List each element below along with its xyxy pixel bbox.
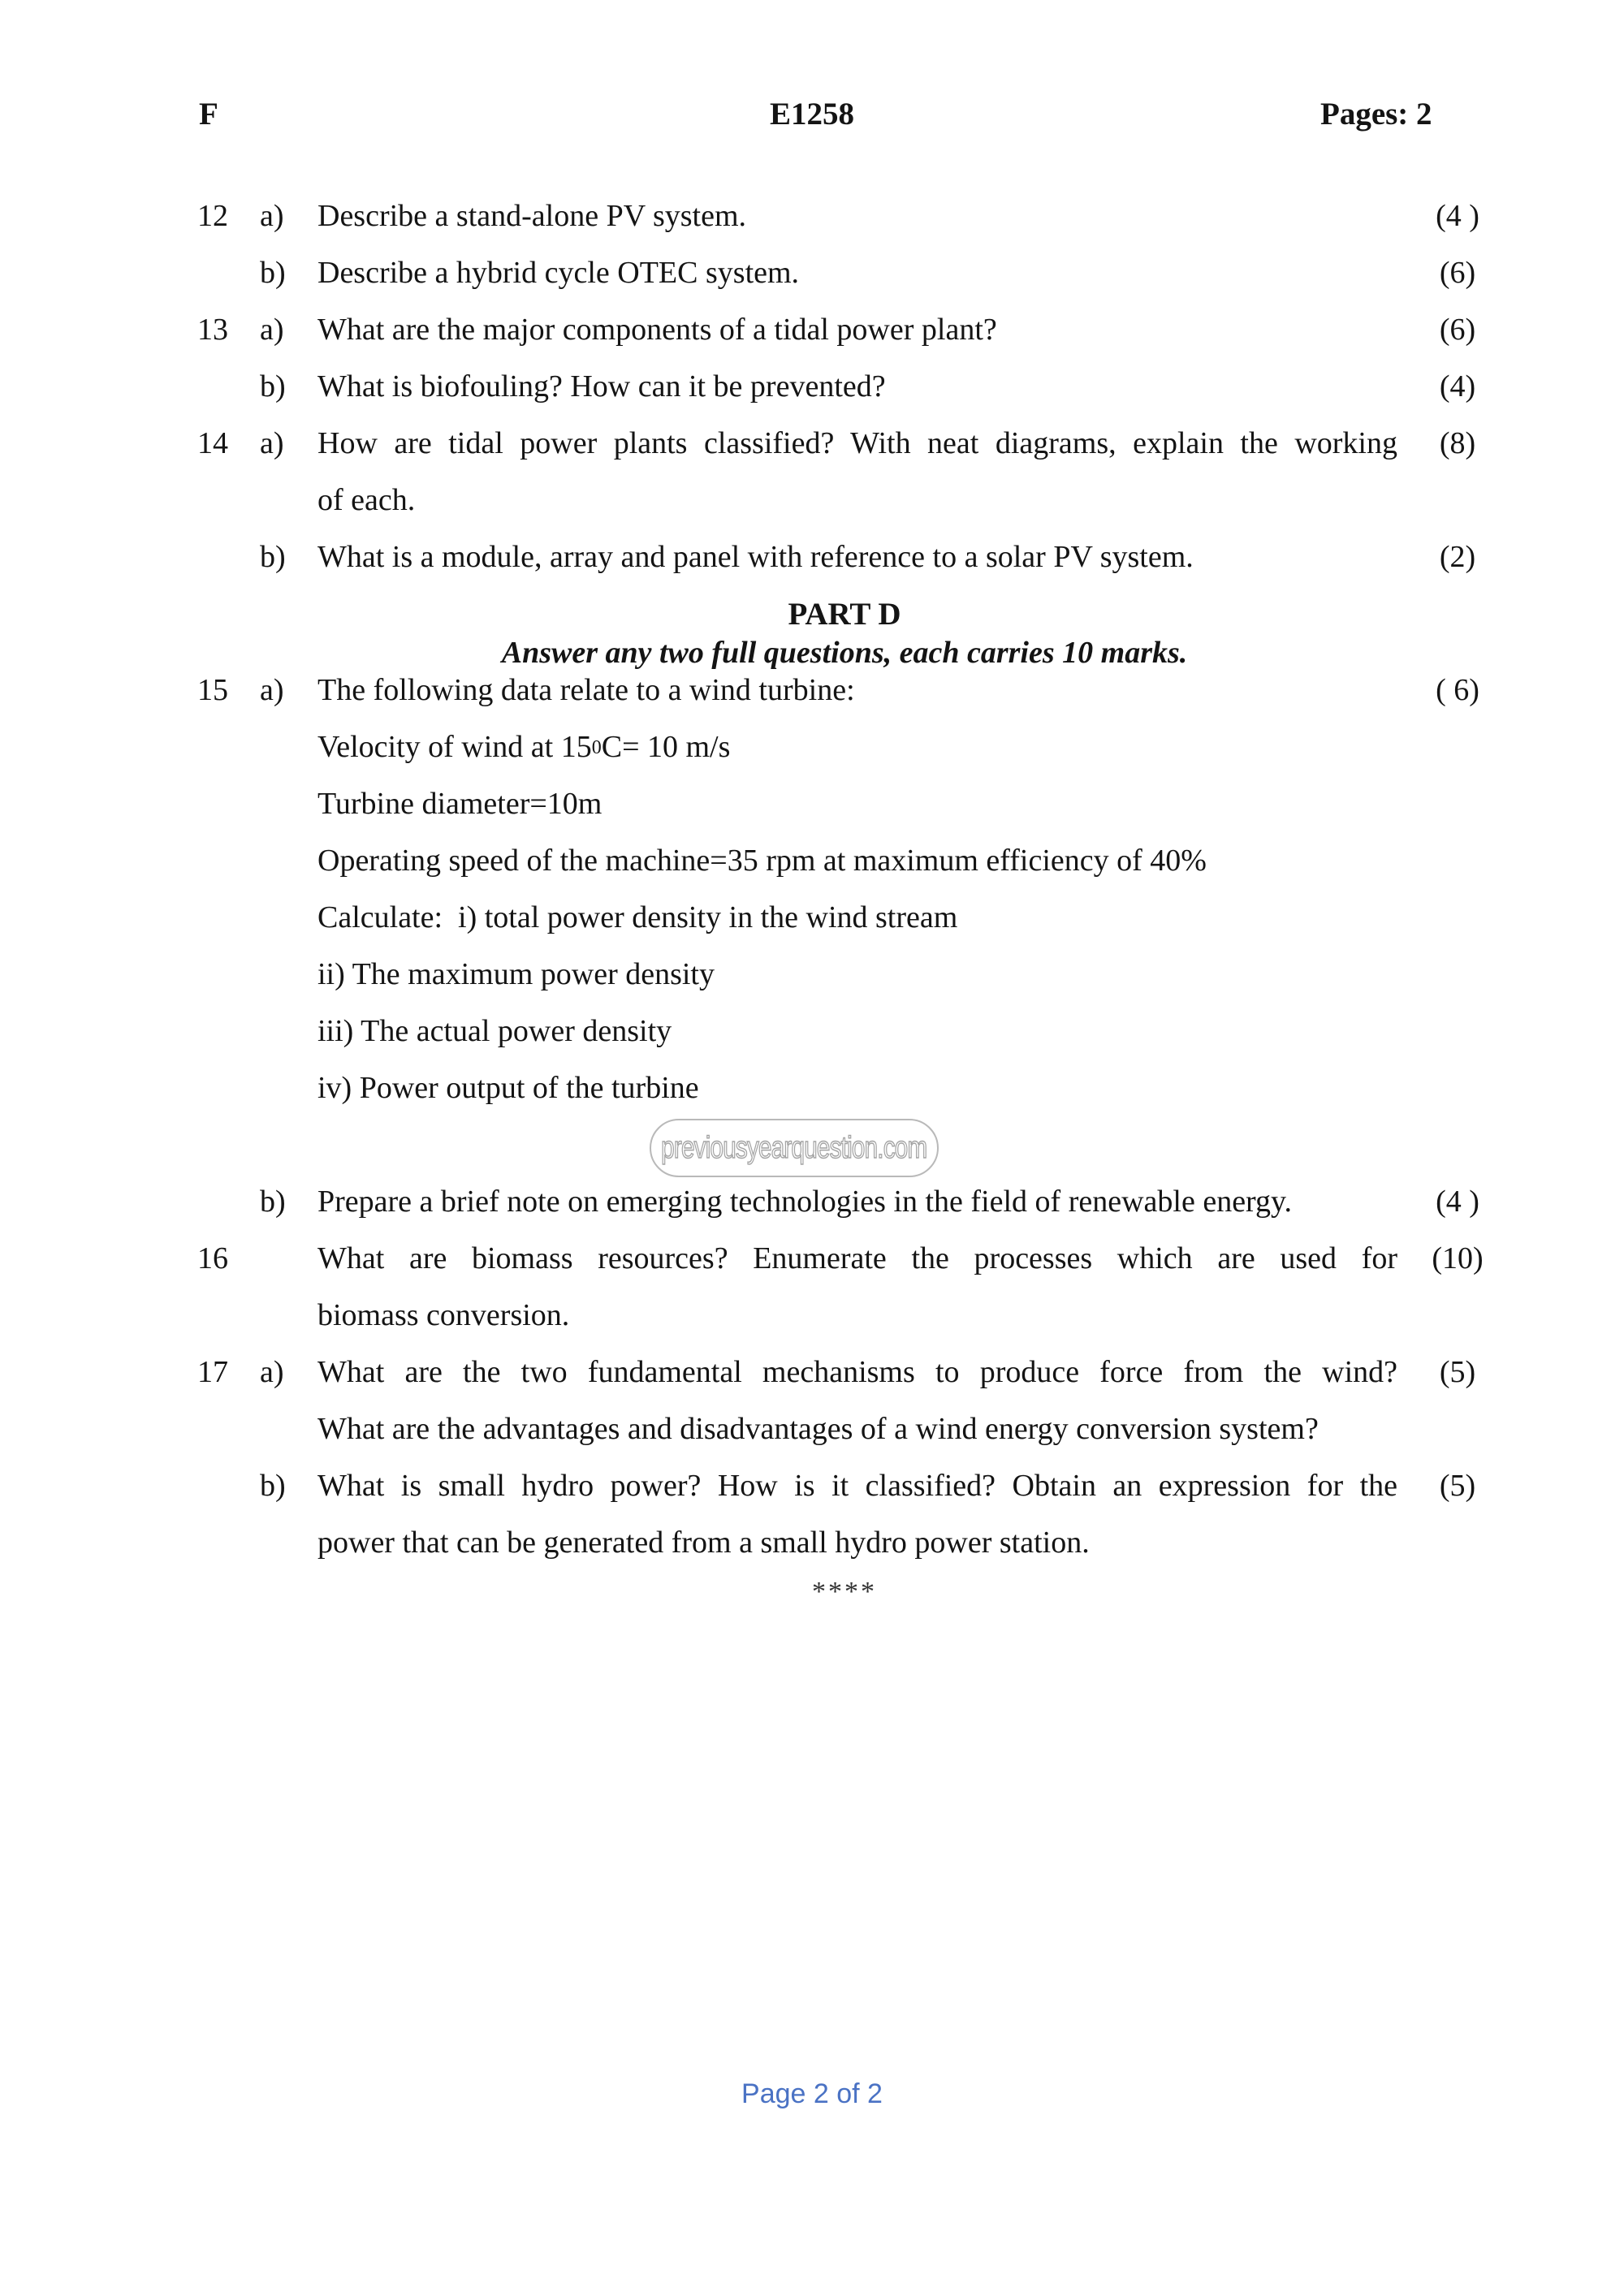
question-text: What is small hydro power? How is it classified? Obtain an expression for the	[317, 1469, 1397, 1503]
question-text: How are tidal power plants classified? With neat diagrams, explain the working	[317, 426, 1397, 460]
question-text: What are the two fundamental mechanisms to produce force from the wind?	[317, 1355, 1397, 1389]
degree-superscript: 0	[591, 737, 602, 758]
question-text: Operating speed of the machine=35 rpm at maximum efficiency of 40%	[317, 844, 1207, 878]
question-text: What is biofouling? How can it be prevented?	[317, 369, 886, 404]
sub-label: b)	[260, 369, 286, 404]
question-16-cont	[0, 1296, 1624, 1335]
question-text: Describe a hybrid cycle OTEC system.	[317, 256, 800, 290]
question-number: 12	[197, 199, 228, 233]
marks: (5)	[1439, 1355, 1476, 1389]
watermark-logo	[650, 1119, 939, 1177]
marks: (4 )	[1436, 199, 1479, 233]
question-14a-cont	[0, 481, 1624, 520]
question-number: 14	[197, 426, 228, 460]
calc-item-1	[0, 898, 1624, 937]
end-of-paper-mark: ****	[812, 1577, 877, 1607]
data-speed	[0, 841, 1624, 880]
question-16	[0, 1239, 1624, 1278]
data-diameter	[0, 784, 1624, 823]
question-15a	[0, 671, 1624, 710]
marks: (10)	[1432, 1241, 1484, 1275]
question-14b	[0, 537, 1624, 576]
question-17b-cont	[0, 1523, 1624, 1562]
marks: (2)	[1439, 540, 1476, 574]
question-13a	[0, 310, 1624, 349]
question-text: iii) The actual power density	[317, 1014, 672, 1048]
question-text: Turbine diameter=10m	[317, 787, 603, 821]
question-text: What is a module, array and panel with reference to a solar PV system.	[317, 540, 1194, 574]
calc-item-3	[0, 1012, 1624, 1051]
question-number: 15	[197, 673, 228, 707]
marks: (6)	[1439, 313, 1476, 347]
question-text: What are biomass resources? Enumerate the processes which are used for	[317, 1241, 1397, 1275]
calc-item-2	[0, 955, 1624, 994]
question-number: 17	[197, 1355, 228, 1389]
marks: ( 6)	[1436, 673, 1479, 707]
marks: (4 )	[1436, 1185, 1479, 1219]
question-text	[317, 727, 1397, 766]
marks: (4)	[1439, 369, 1476, 404]
part-instruction: Answer any two full questions, each carries 10 marks.	[501, 636, 1188, 670]
sub-label: b)	[260, 1469, 286, 1503]
question-14a	[0, 424, 1624, 463]
question-text: Describe a stand-alone PV system.	[317, 199, 747, 233]
question-number: 13	[197, 313, 228, 347]
header-left: F	[199, 97, 218, 132]
sub-label: b)	[260, 540, 286, 574]
question-13b	[0, 367, 1624, 406]
sub-label: b)	[260, 1185, 286, 1219]
question-text: iv) Power output of the turbine	[317, 1071, 699, 1105]
question-text: Calculate: i) total power density in the wind stream	[317, 900, 958, 934]
marks: (8)	[1439, 426, 1476, 460]
question-text: biomass conversion.	[317, 1298, 570, 1332]
watermark-text: previousyearquestion.com	[661, 1130, 927, 1165]
sub-label: a)	[260, 426, 284, 460]
paper-code: E1258	[769, 97, 854, 132]
question-15b	[0, 1182, 1624, 1221]
question-text: of each.	[317, 483, 416, 517]
question-text: ii) The maximum power density	[317, 957, 715, 991]
velocity-text: Velocity of wind at 15	[317, 730, 592, 764]
sub-label: b)	[260, 256, 286, 290]
question-text: power that can be generated from a small hydro power station.	[317, 1526, 1090, 1560]
sub-label: a)	[260, 199, 284, 233]
sub-label: a)	[260, 673, 284, 707]
question-17a-cont	[0, 1409, 1624, 1448]
data-velocity	[0, 727, 1624, 766]
question-17b	[0, 1466, 1624, 1505]
page-count: Pages: 2	[1320, 97, 1432, 132]
question-17a	[0, 1353, 1624, 1392]
question-text: What are the major components of a tidal power plant?	[317, 313, 997, 347]
question-12b	[0, 253, 1624, 292]
marks: (5)	[1439, 1469, 1476, 1503]
question-text: The following data relate to a wind turbine:	[317, 673, 855, 707]
page-footer: Page 2 of 2	[741, 2078, 883, 2109]
question-text: Prepare a brief note on emerging technologies in the field of renewable energy.	[317, 1185, 1293, 1219]
question-12a	[0, 196, 1624, 235]
question-number: 16	[197, 1241, 228, 1275]
sub-label: a)	[260, 1355, 284, 1389]
velocity-value: C= 10 m/s	[601, 730, 731, 764]
marks: (6)	[1439, 256, 1476, 290]
question-text: What are the advantages and disadvantages of a wind energy conversion system?	[317, 1412, 1319, 1446]
calc-item-4	[0, 1068, 1624, 1107]
sub-label: a)	[260, 313, 284, 347]
part-title: PART D	[788, 597, 901, 632]
